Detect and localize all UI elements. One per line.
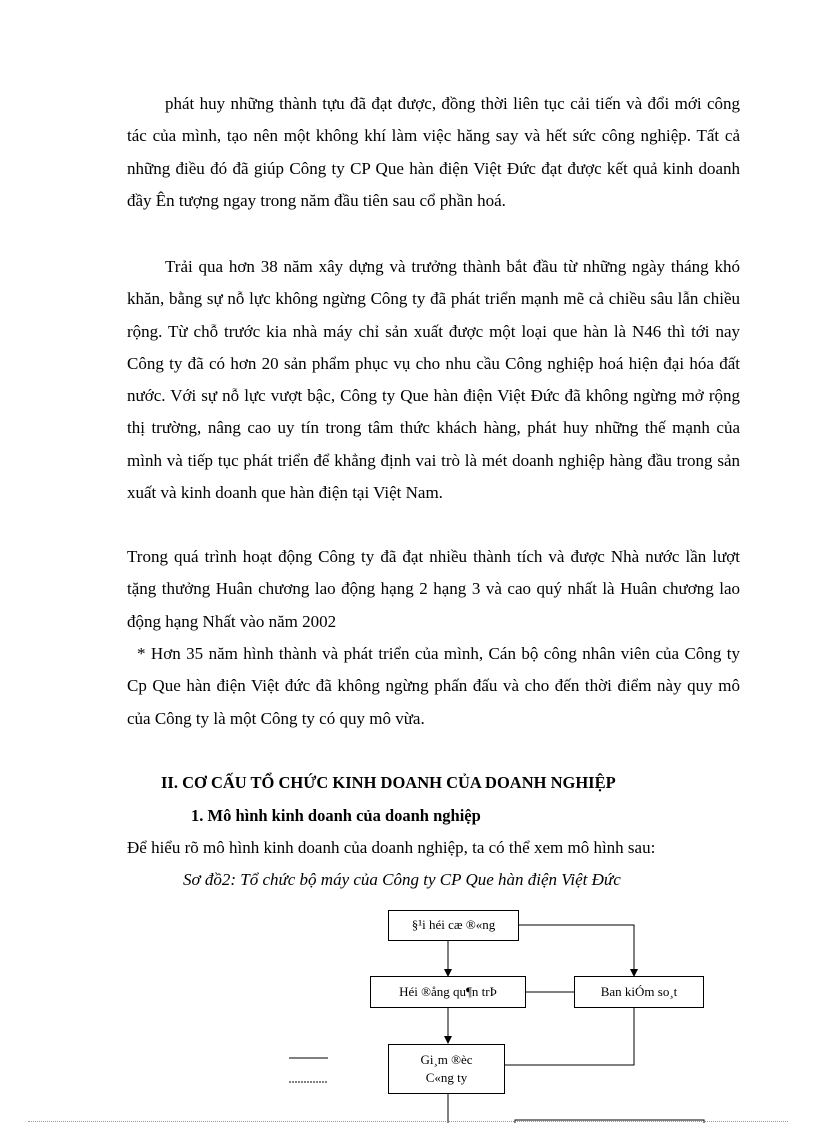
box-supervisory: Ban kiÓm so¸t xyxy=(574,976,704,1008)
director-line-1: Gi¸m ®èc xyxy=(420,1051,473,1067)
director-line-2: C«ng ty xyxy=(425,1070,468,1085)
paragraph-4: * Hơn 35 năm hình thành và phát triển của mình, Cán bộ công nhân viên của Công ty Cp Que hàn điện Việt đức đã không ngừng phấn đấu và cho đến thời điểm này quy mô của Công ty là một Công ty có quy mô vừa. xyxy=(127,644,740,728)
intro-text: Để hiểu rõ mô hình kinh doanh của doanh nghiệp, ta có thể xem mô hình sau: xyxy=(127,838,656,857)
box-director xyxy=(388,1044,505,1094)
page-divider xyxy=(28,1121,788,1122)
box-shareholders: §¹i héi cæ ®«ng xyxy=(388,910,519,941)
paragraph-1: phát huy những thành tựu đã đạt được, đồng thời liên tục cải tiến và đổi mới công tác của mình, tạo nên một không khí làm việc hăng say và hết sức công nghiệp. Tất cả những điều đó đã giúp Công ty CP Que hàn điện Việt Đức đạt được kết quả kinh doanh đầy Ên tượng ngay trong năm đầu tiên sau cổ phần hoá. xyxy=(127,94,740,210)
paragraph-2: Trải qua hơn 38 năm xây dựng và trưởng thành bắt đầu từ những ngày tháng khó khăn, bằng sự nỗ lực không ngừng Công ty đã phát triển mạnh mẽ cả chiều sâu lẫn chiều rộng. Từ chỗ trước kia nhà máy chỉ sản xuất được một loại que hàn là N46 thì tới nay Công ty đã có hơn 20 sản phẩm phục vụ cho nhu cầu Công nghiệp hoá hiện đại hóa đất nước. Với sự nỗ lực vượt bậc, Công ty Que hàn điện Việt Đức đã không ngừng mở rộng thị trường, nâng cao uy tín trong tâm thức khách hàng, phát huy những thế mạnh của mình và tiếp tục phát triển để khẳng định vai trò là mét doanh nghiệp hàng đầu trong sản xuất và kinh doanh que hàn điện tại Việt Nam. xyxy=(127,257,740,503)
diagram-caption: Sơ đồ2: Tổ chức bộ máy của Công ty CP Que hàn điện Việt Đức xyxy=(183,870,621,889)
connector-supervisory-director xyxy=(505,1008,634,1065)
connector-shareholders-supervisory xyxy=(519,925,634,976)
paragraph-3: Trong quá trình hoạt động Công ty đã đạt nhiều thành tích và được Nhà nước lần lượt tặng thưởng Huân chương lao động hạng 2 hạng 3 và cao quý nhất là Huân chương lao động hạng Nhất vào năm 2002 xyxy=(127,547,740,631)
section-heading: II. CƠ CẤU TỔ CHỨC KINH DOANH CỦA DOANH NGHIỆP xyxy=(161,773,616,792)
box-board: Héi ®ång qu¶n trÞ xyxy=(370,976,526,1008)
subsection-heading: 1. Mô hình kinh doanh của doanh nghiệp xyxy=(191,806,481,825)
